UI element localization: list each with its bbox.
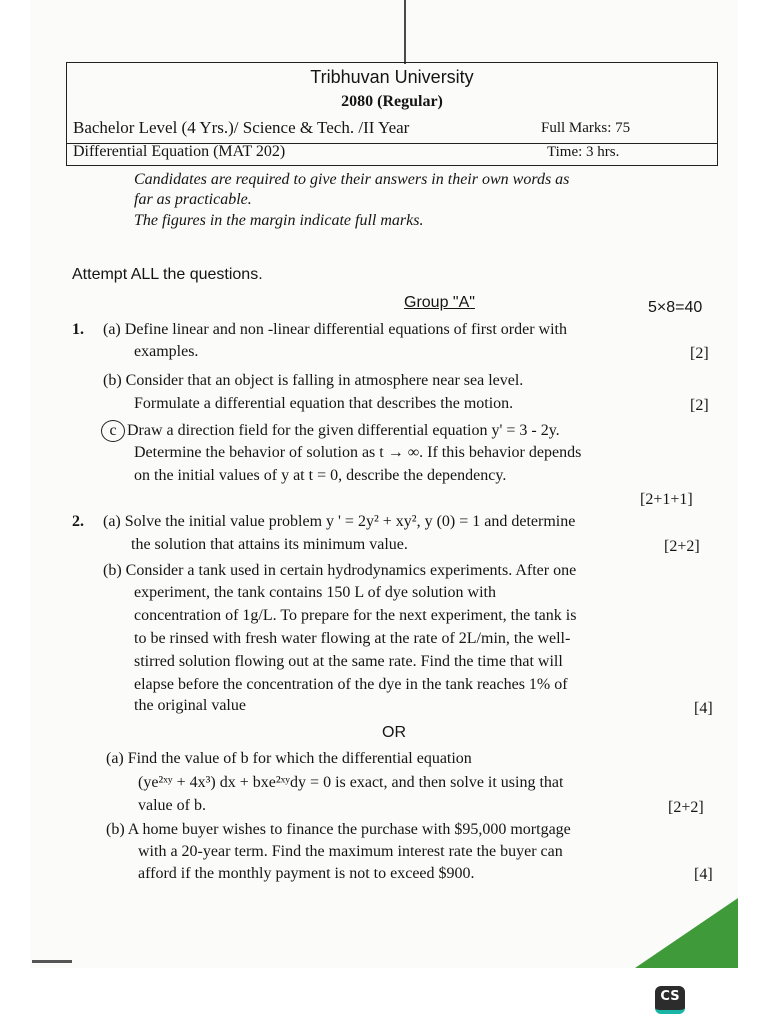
q1c-line-3: on the initial values of y at t = 0, describe the dependency.	[134, 467, 507, 484]
q1a-line-2: examples.	[134, 343, 199, 360]
instruction-line-1: Candidates are required to give their answers in their own words as	[134, 171, 570, 188]
q2b-line-7: the original value	[134, 697, 246, 714]
q2b-marks: [4]	[694, 700, 713, 717]
university-title: Tribhuvan University	[310, 67, 474, 87]
q1c-marks: [2+1+1]	[640, 491, 693, 508]
q2-or-b-line-2: with a 20-year term. Find the maximum interest rate the buyer can	[138, 843, 563, 860]
exam-year: 2080 (Regular)	[341, 93, 443, 110]
q1b-line-1: (b) Consider that an object is falling in atmosphere near sea level.	[103, 372, 524, 389]
q1-number: 1.	[72, 321, 84, 338]
q2-or-a-line-3: value of b.	[138, 797, 206, 814]
q2-or-a-marks: [2+2]	[668, 799, 704, 816]
q2-or-a-line-1: (a) Find the value of b for which the differential equation	[106, 750, 472, 767]
q1c-line-2: Determine the behavior of solution as t → ∞. If this behavior depends	[134, 444, 582, 461]
full-marks: Full Marks: 75	[541, 120, 631, 136]
q2b-line-3: concentration of 1g/L. To prepare for the next experiment, the tank is	[134, 607, 577, 624]
group-heading: Group "A"	[404, 294, 475, 311]
q1b-marks: [2]	[690, 397, 709, 414]
q2a-marks: [2+2]	[664, 538, 700, 555]
paper-edge-mark	[32, 960, 72, 963]
q2a-line-2: the solution that attains its minimum value.	[131, 536, 408, 553]
level-line: Bachelor Level (4 Yrs.)/ Science & Tech. /II Year	[73, 118, 410, 137]
q2-or-b-line-3: afford if the monthly payment is not to exceed $900.	[138, 865, 475, 882]
group-marks: 5×8=40	[648, 299, 703, 316]
q2-or-a-line-2: (ye²ˣʸ + 4x³) dx + bxe²ˣʸdy = 0 is exact, and then solve it using that	[138, 774, 564, 791]
q2b-line-4: to be rinsed with fresh water flowing at the rate of 2L/min, the well-	[134, 630, 571, 647]
q2b-line-1: (b) Consider a tank used in certain hydrodynamics experiments. After one	[103, 562, 577, 579]
instruction-line-3: The figures in the margin indicate full marks.	[134, 212, 424, 229]
or-separator: OR	[382, 724, 406, 741]
instruction-line-2: far as practicable.	[134, 191, 252, 208]
q2-or-b-line-1: (b) A home buyer wishes to finance the purchase with $95,000 mortgage	[106, 821, 571, 838]
q2a-line-1: (a) Solve the initial value problem y ' = 2y² + xy², y (0) = 1 and determine	[103, 513, 576, 530]
q2b-line-6: elapse before the concentration of the dye in the tank reaches 1% of	[134, 676, 568, 693]
paper-fold-line	[404, 0, 406, 64]
q1a-line-1: (a) Define linear and non -linear differential equations of first order with	[103, 321, 567, 338]
q1c-label-circled: c	[101, 420, 125, 442]
q1b-line-2: Formulate a differential equation that describes the motion.	[134, 395, 514, 412]
q1a-marks: [2]	[690, 345, 709, 362]
attempt-all: Attempt ALL the questions.	[72, 266, 263, 283]
green-corner	[635, 898, 738, 968]
q1c-text-1: Draw a direction field for the given differential equation y' = 3 - 2y.	[127, 422, 560, 439]
time: Time: 3 hrs.	[547, 144, 620, 160]
camscanner-logo: CS	[655, 986, 685, 1014]
subject: Differential Equation (MAT 202)	[73, 143, 286, 160]
q1c-line-1	[101, 420, 560, 442]
q2b-line-2: experiment, the tank contains 150 L of dye solution with	[134, 584, 496, 601]
q2-or-b-marks: [4]	[694, 866, 713, 883]
q2b-line-5: stirred solution flowing out at the same rate. Find the time that will	[134, 653, 563, 670]
q2-number: 2.	[72, 513, 84, 530]
